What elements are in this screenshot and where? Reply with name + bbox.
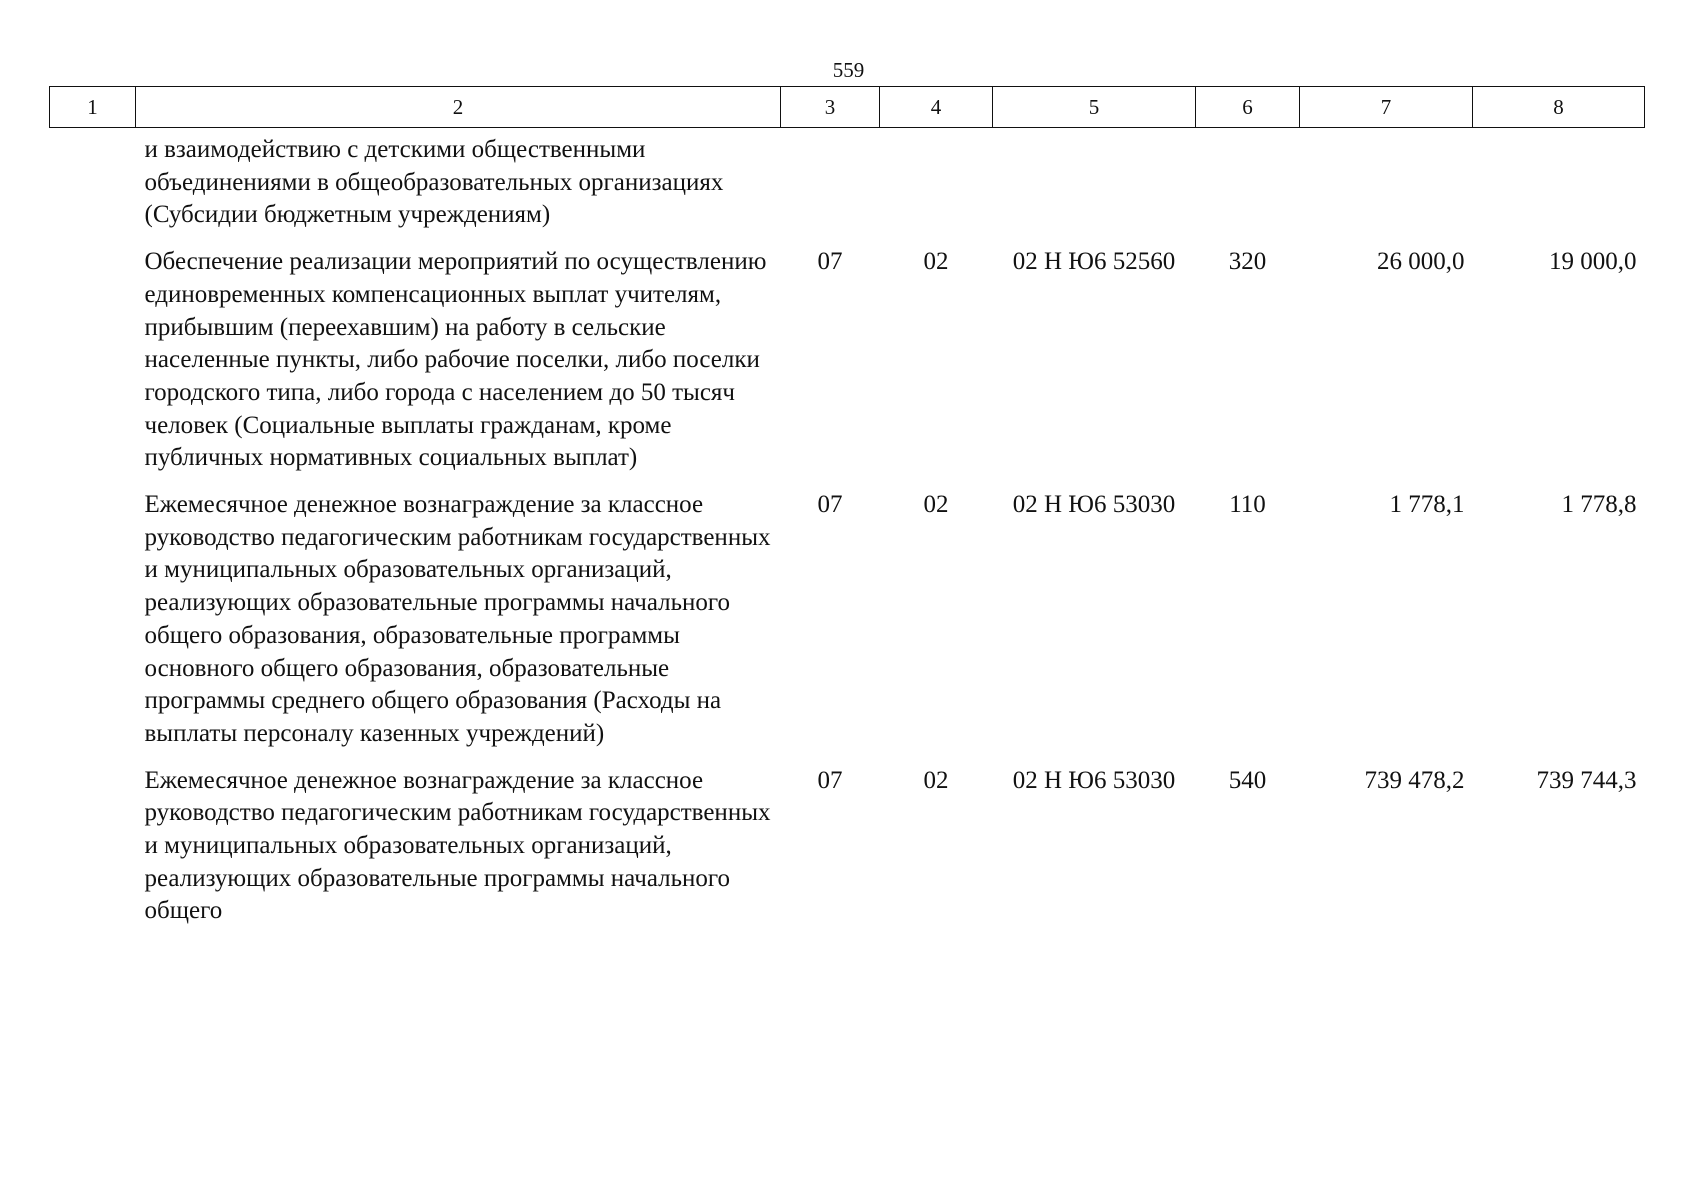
column-header-7: 7 [1300, 87, 1473, 128]
row-number-cell [50, 751, 136, 929]
section-cell: 07 [817, 491, 843, 519]
target-article-cell: 02 Н Ю6 52560 [1012, 248, 1176, 276]
column-header-8: 8 [1473, 87, 1645, 128]
column-header-6: 6 [1196, 87, 1300, 128]
amount-2-cell [1473, 128, 1645, 233]
subsection-cell [880, 128, 993, 233]
section-cell: 07 [817, 766, 843, 794]
table-row [50, 128, 1645, 233]
column-header-4: 4 [880, 87, 993, 128]
table-row [50, 475, 1645, 751]
section-cell [781, 128, 880, 233]
target-article-cell [993, 128, 1196, 233]
subsection-cell: 02 [923, 491, 949, 519]
section-cell: 07 [817, 248, 843, 276]
amount-2-cell: 1 778,8 [1561, 491, 1637, 519]
amount-1-cell: 1 778,1 [1389, 491, 1465, 519]
table-header-row [50, 87, 1645, 128]
description-cell: и взаимодействию с детскими общественными объединениями в общеобразовательных организациях (Субсидии бюджетным учреждениям) [144, 136, 724, 229]
column-header-3: 3 [781, 87, 880, 128]
description-cell: Ежемесячное денежное вознаграждение за классное руководство педагогическим работникам государственных и муниципальных образовательных организаций, реализующих образовательные программы начального общего образования, образовательные программы основного общего образования, образовательные программы среднего общего образования (Расходы на выплаты персоналу казенных учреждений) [144, 491, 771, 747]
description-cell: Ежемесячное денежное вознаграждение за классное руководство педагогическим работникам государственных и муниципальных образовательных организаций, реализующих образовательные программы начального общего [144, 766, 771, 925]
column-header-2: 2 [136, 87, 781, 128]
table-row [50, 751, 1645, 929]
column-header-1: 1 [50, 87, 136, 128]
amount-1-cell [1300, 128, 1473, 233]
subsection-cell: 02 [923, 248, 949, 276]
amount-1-cell: 26 000,0 [1377, 248, 1465, 276]
expense-type-cell: 320 [1228, 248, 1267, 276]
row-number-cell [50, 128, 136, 233]
table-row [50, 232, 1645, 475]
page-number: 559 [832, 58, 865, 82]
amount-1-cell: 739 478,2 [1364, 766, 1465, 794]
expense-type-cell: 540 [1228, 766, 1267, 794]
target-article-cell: 02 Н Ю6 53030 [1012, 491, 1176, 519]
expense-type-cell [1196, 128, 1300, 233]
subsection-cell: 02 [923, 766, 949, 794]
column-header-5: 5 [993, 87, 1196, 128]
amount-2-cell: 739 744,3 [1536, 766, 1637, 794]
target-article-cell: 02 Н Ю6 53030 [1012, 766, 1176, 794]
amount-2-cell: 19 000,0 [1549, 248, 1637, 276]
row-number-cell [50, 232, 136, 475]
budget-table [49, 86, 1645, 928]
description-cell: Обеспечение реализации мероприятий по осуществлению единовременных компенсационных выплат учителям, прибывшим (переехавшим) на работу в сельские населенные пункты, либо рабочие поселки, либо поселки городского типа, либо города с населением до 50 тысяч человек (Социальные выплаты гражданам, кроме публичных нормативных социальных выплат) [144, 248, 767, 472]
row-number-cell [50, 475, 136, 751]
expense-type-cell: 110 [1229, 491, 1266, 519]
